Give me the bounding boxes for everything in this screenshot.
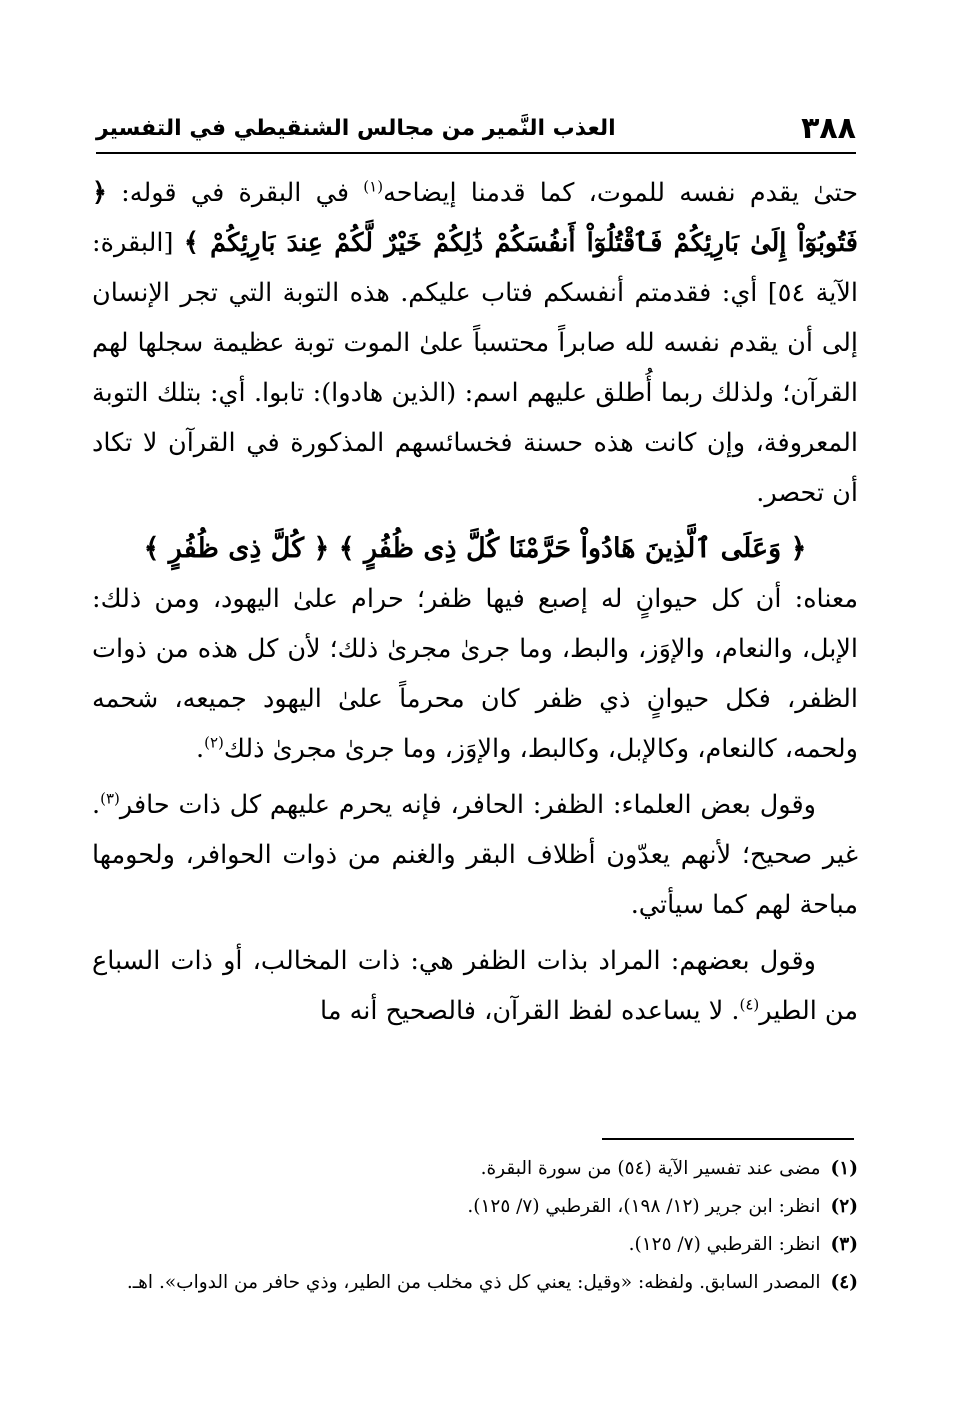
paragraph-1 xyxy=(92,168,858,518)
paragraph-3 xyxy=(92,780,858,930)
main-text xyxy=(92,168,858,1036)
footnote-separator xyxy=(602,1138,854,1140)
header-rule xyxy=(96,152,856,154)
paragraph-4-part-2: . لا يساعده لفظ القرآن، فالصحيح أنه ما xyxy=(320,996,740,1026)
footnote-ref-4: (٤) xyxy=(739,995,760,1014)
footnote-ref-1: (١) xyxy=(363,177,384,196)
quran-verse-1: ﴿ فَتُوبُوٓاْ إِلَىٰ بَارِئِكُمْ فَٱقْتُلُوٓاْ أَنفُسَكُمْ ذَٰلِكُمْ خَيْرٌ لَّكُمْ عِندَ بَارِئِكُمْ ﴾ xyxy=(92,178,858,258)
footnote-text: انظر: ابن جرير (١٢/ ١٩٨)، القرطبي (٧/ ١٢٥). xyxy=(467,1196,821,1217)
running-title: العذب النَّمير من مجالس الشنقيطي في التفسير xyxy=(96,116,616,141)
paragraph-1-part-3: [البقرة: الآية ٥٤] أي: فقدمتم أنفسكم فتاب عليكم. هذه التوبة التي تجر الإنسان إلى أن يقدم نفسه لله صابراً محتسباً علىٰ الموت توبة عظيمة سجلها لهم القرآن؛ ولذلك ربما أُطلق عليهم اسم: (الذين هادوا): تابوا. أي: بتلك التوبة المعروفة، وإن كانت هذه حسنة فخسائسهم المذكورة في القرآن لا تكاد أن تحصر. xyxy=(92,228,858,508)
footnote-number: (٤) xyxy=(830,1272,858,1293)
footnote-ref-3: (٣) xyxy=(100,789,120,808)
paragraph-2 xyxy=(92,574,858,774)
footnote-text: المصدر السابق. ولفظه: «وقيل: يعني كل ذي مخلب من الطير، وذي حافر من الدواب». اهـ. xyxy=(126,1272,821,1293)
quran-verse-heading: ﴿ وَعَلَى ٱلَّذِينَ هَادُواْ حَرَّمْنَا كُلَّ ذِى ظُفُرٍ ﴾ ﴿ كُلَّ ذِى ظُفُرٍ ﴾ xyxy=(143,533,807,564)
footnote-number: (٢) xyxy=(830,1196,858,1217)
footnote-number: (٣) xyxy=(830,1234,858,1255)
footnote-2 xyxy=(92,1188,858,1226)
footnote-text: انظر: القرطبي (٧/ ١٢٥). xyxy=(628,1234,821,1255)
footnote-ref-2: (٢) xyxy=(204,733,224,752)
footnote-3 xyxy=(92,1226,858,1264)
footnote-number: (١) xyxy=(830,1158,858,1179)
paragraph-1-part-1: حتىٰ يقدم نفسه للموت، كما قدمنا إيضاحه xyxy=(383,178,858,208)
paragraph-2-part-1: معناه: أن كل حيوانٍ له إصبع فيها ظفر؛ حرام علىٰ اليهود، ومن ذلك: الإبل، والنعام، والإوَز، والبط، وما جرىٰ مجرىٰ ذلك؛ لأن كل هذه من ذوات الظفر، فكل حيوانٍ ذي ظفر كان محرماً علىٰ اليهود جميعه، شحمه ولحمه، كالنعام، وكالإبل، وكالبط، والإوَز، وما جرىٰ مجرىٰ ذلك xyxy=(92,584,858,764)
paragraph-3-part-1: وقول بعض العلماء: الظفر: الحافر، فإنه يحرم عليهم كل ذات حافر xyxy=(119,790,816,820)
paragraph-4-part-1: وقول بعضهم: المراد بذات الظفر هي: ذات المخالب، أو ذات السباع من الطير xyxy=(92,946,858,1026)
page-number: ٣٨٨ xyxy=(801,111,856,146)
footnote-4 xyxy=(92,1264,858,1302)
footnotes xyxy=(92,1150,858,1302)
paragraph-2-part-2: . xyxy=(195,734,205,764)
paragraph-1-part-2: في البقرة في قوله: xyxy=(106,178,364,208)
page-header xyxy=(96,112,856,152)
footnote-1 xyxy=(92,1150,858,1188)
paragraph-3-part-2: . غير صحيح؛ لأنهم يعدّون أظلاف البقر والغنم من ذوات الحوافر، ولحومها مباحة لهم كما سيأتي. xyxy=(92,790,858,920)
footnote-text: مضى عند تفسير الآية (٥٤) من سورة البقرة. xyxy=(480,1158,821,1179)
paragraph-4 xyxy=(92,936,858,1036)
